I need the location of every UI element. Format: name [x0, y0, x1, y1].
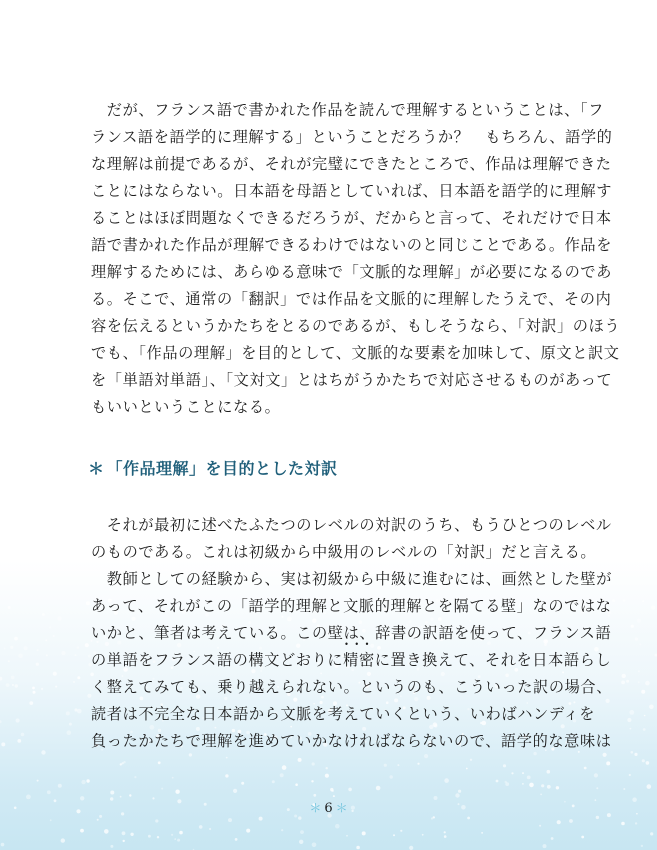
- asterisk-icon: ＊: [88, 459, 105, 478]
- text-line: 容を伝えるというかたちをとるのであるが、もしそうなら、「対訳」のほう: [91, 317, 621, 335]
- page-footer: [0, 799, 657, 816]
- text-line: ことにはならない。日本語を母語としていれば、日本語を語学的に理解す: [91, 182, 612, 200]
- text-line: を「単語対単語」、「文対文」とはちがうかたちで対応させるものがあって: [91, 371, 613, 389]
- text-line: く整えてみても、乗り越えられない。というのも、こういった訳の場合、: [91, 678, 612, 696]
- text-line: でも、「作品の理解」を目的として、文脈的な要素を加味して、原文と訳文: [91, 344, 620, 362]
- text-segment: の単語をフランス語の構文どおりに: [91, 651, 344, 669]
- section-heading-text: 「作品理解」を目的とした対訳: [106, 459, 338, 478]
- text-line: 理解するためには、あらゆる意味で「文脈的な理解」が必要になるのであ: [91, 263, 612, 281]
- section-heading: [88, 456, 338, 479]
- text-line: 教師としての経験から、実は初級から中級に進むには、画然とした壁が: [91, 570, 612, 588]
- text-line: 負ったかたちで理解を進めていかなければならないので、語学的な意味は: [91, 732, 612, 750]
- text-line: 語で書かれた作品が理解できるわけではないのと同じことである。作品を: [91, 236, 612, 254]
- ornament-icon: ＊: [335, 801, 348, 815]
- text-line: な理解は前提であるが、それが完璧にできたところで、作品は理解できた: [91, 155, 612, 173]
- text-line: あって、それがこの「語学的理解と文脈的理解とを隔てる壁」なのではな: [91, 597, 612, 615]
- text-line: ランス語を語学的に理解する」ということだろうか？ もちろん、語学的: [91, 128, 613, 146]
- text-line: る。そこで、通常の「翻訳」では作品を文脈的に理解したうえで、その内: [91, 290, 612, 308]
- text-segment: に置き換えて、それを日本語らし: [374, 651, 612, 669]
- text-line: だが、フランス語で書かれた作品を読んで理解するということは、「フ: [91, 101, 604, 119]
- text-line: ることはほぼ問題なくできるだろうが、だからと言って、それだけで日本: [91, 209, 612, 227]
- ornament-icon: ＊: [309, 801, 322, 815]
- text-line: [91, 651, 612, 669]
- text-line: それが最初に述べたふたつのレベルの対訳のうち、もうひとつのレベル: [91, 516, 612, 534]
- page-number: 6: [324, 801, 333, 816]
- text-line: 読者は不完全な日本語から文脈を考えていくという、いわばハンディを: [91, 705, 595, 723]
- emphasized-word: • • • 精密: [343, 651, 375, 669]
- text-line: もいいということになる。: [91, 398, 281, 416]
- text-line: のものである。これは初級から中級用のレベルの「対訳」だと言える。: [91, 543, 597, 561]
- text-line: いかと、筆者は考えている。この壁は、辞書の訳語を使って、フランス語: [91, 624, 612, 642]
